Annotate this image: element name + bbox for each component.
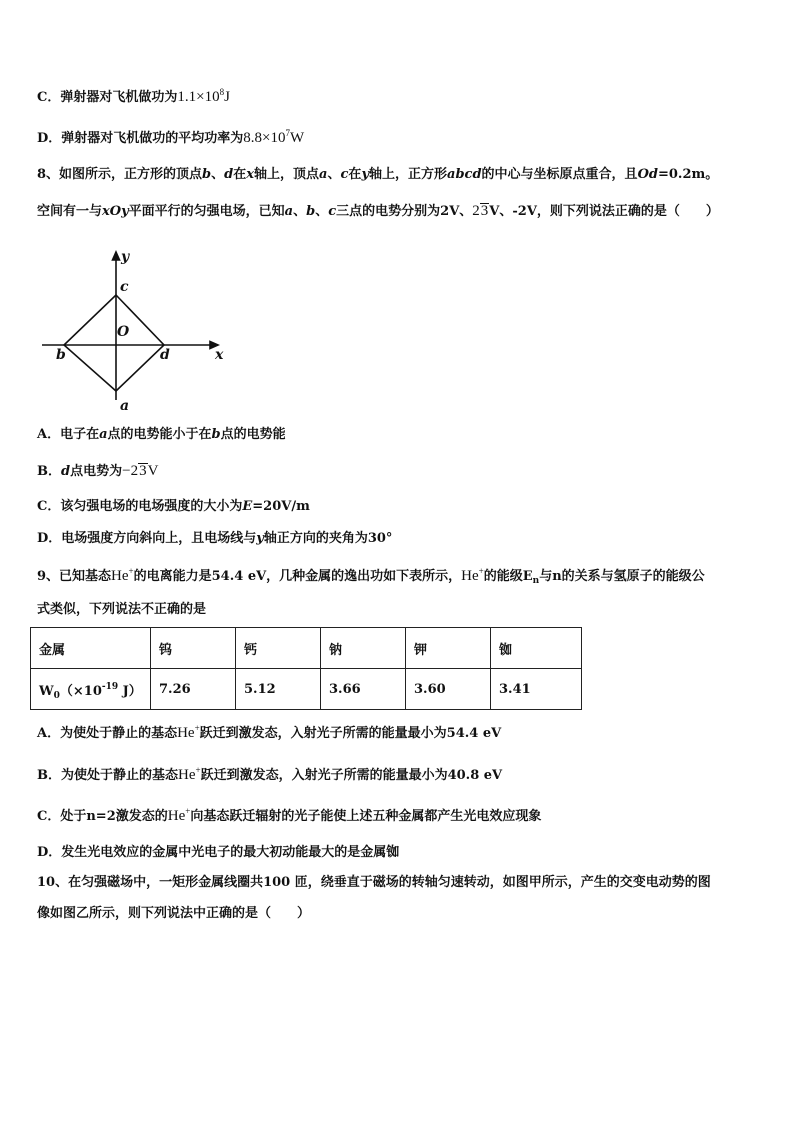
label-o: O — [117, 324, 130, 340]
q7-option-d — [37, 128, 304, 149]
table-header-cell: 金属 — [31, 628, 151, 669]
q7-option-d-value: $8.8\times 10^7W$ — [243, 128, 305, 146]
q9-option-a: A．为使处于静止的基态He+跃迁到激发态，入射光子所需的能量最小为54.4 eV — [37, 723, 502, 741]
q8-option-a: A．电子在a点的电势能小于在b点的电势能 — [37, 427, 286, 442]
table-header-cell: 钾 — [406, 628, 491, 669]
q10-stem-line-2: 像如图乙所示，则下列说法中正确的是（ ） — [37, 906, 311, 921]
q8-square-figure — [38, 245, 233, 415]
table-header-cell: 钙 — [236, 628, 321, 669]
table-header-cell: 钠 — [321, 628, 406, 669]
label-c: c — [120, 279, 129, 295]
table-header-cell: 铷 — [491, 628, 582, 669]
table-cell: 7.26 — [151, 669, 236, 710]
table-header-row — [31, 628, 582, 669]
q7-option-c — [37, 87, 230, 108]
q8-option-b-value: −23V — [122, 463, 159, 479]
q7-option-c-value: $1.1\times 10^8J$ — [177, 87, 230, 105]
table-row — [31, 669, 582, 710]
q8-potential-value: 23 — [472, 203, 489, 219]
table-cell: 3.66 — [321, 669, 406, 710]
q8-option-d: D．电场强度方向斜向上，且电场线与y轴正方向的夹角为30° — [37, 531, 393, 546]
label-b: b — [56, 347, 66, 363]
q8-option-b: B．d点电势为−23V — [37, 463, 159, 479]
label-x: x — [215, 347, 224, 363]
y-axis-arrow — [113, 252, 120, 260]
table-row-label: $W_0(\times 10^{-19}$ J） — [31, 669, 151, 710]
q9-option-d: D．发生光电效应的金属中光电子的最大初动能最大的是金属铷 — [37, 845, 400, 860]
label-a: a — [120, 398, 130, 414]
q9-option-b: B．为使处于静止的基态He+跃迁到激发态，入射光子所需的能量最小为40.8 eV — [37, 765, 503, 783]
q7-option-d-text: D．弹射器对飞机做功的平均功率为 — [37, 131, 244, 146]
table-header-cell: 钨 — [151, 628, 236, 669]
table-cell: 3.60 — [406, 669, 491, 710]
label-d: d — [160, 347, 170, 363]
q9-stem-line-2: 式类似，下列说法不正确的是 — [37, 602, 207, 617]
q9-option-c: C．处于n=2激发态的He+向基态跃迁辐射的光子能使上述五种金属都产生光电效应现象 — [37, 806, 542, 824]
square-abcd — [64, 295, 164, 391]
q9-stem-line-1: 9、已知基态He+的电离能力是54.4 eV，几种金属的逸出功如下表所示，He+的能级$E_n$与n的关系与氢原子的能级公 — [37, 566, 705, 586]
q7-option-c-text: C．弹射器对飞机做功为 — [37, 90, 178, 105]
table-cell: 5.12 — [236, 669, 321, 710]
work-function-table — [30, 627, 582, 710]
q10-stem-line-1: 10、在匀强磁场中，一矩形金属线圈共100 匝，绕垂直于磁场的转轴匀速转动，如图甲所示，产生的交变电动势的图 — [37, 875, 711, 890]
label-y: y — [121, 249, 130, 265]
q8-stem-line-2: 空间有一与xOy平面平行的匀强电场，已知a、b、c三点的电势分别为2V、23V、-2V，则下列说法正确的是（ ） — [37, 203, 719, 219]
q8-stem-line-1: 8、如图所示，正方形的顶点b、d在x轴上，顶点a、c在y轴上，正方形abcd的中心与坐标原点重合，且Od=0.2m。 — [37, 167, 719, 182]
table-cell: 3.41 — [491, 669, 582, 710]
q8-option-c: C．该匀强电场的电场强度的大小为E=20V/m — [37, 499, 310, 514]
